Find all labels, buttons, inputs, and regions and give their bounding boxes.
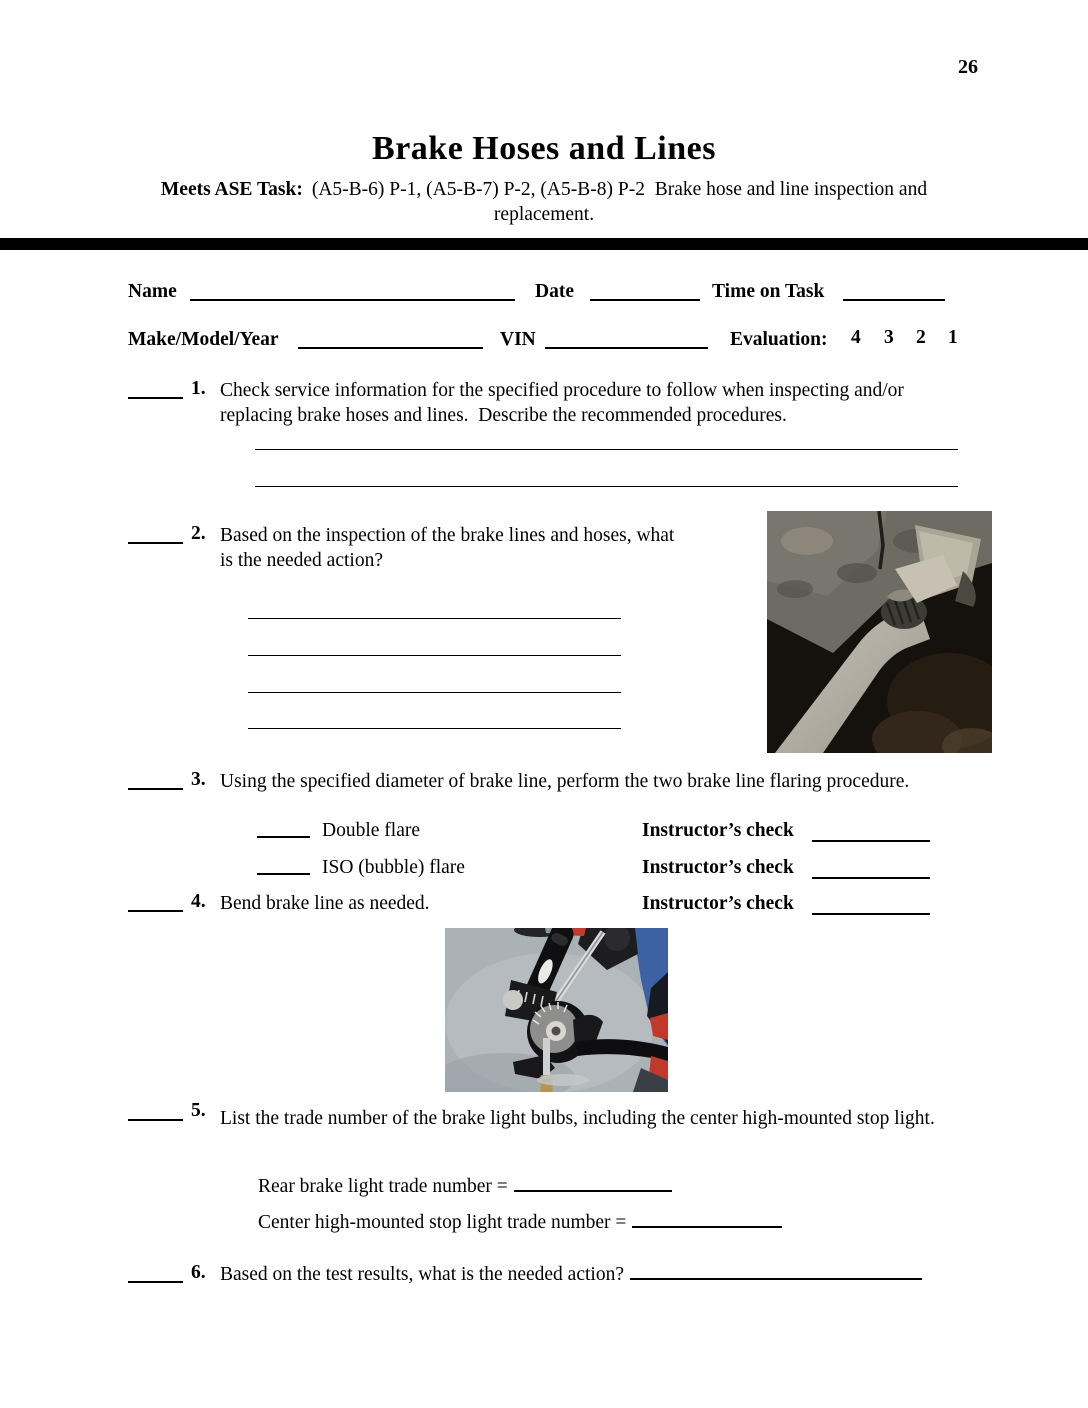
time-on-task-blank-line [843, 299, 945, 301]
task4-check-label: Instructor’s check [642, 893, 794, 914]
rear-bulb-row [258, 1174, 672, 1199]
evaluation-label: Evaluation: [730, 329, 828, 350]
evaluation-score-3: 3 [884, 327, 894, 348]
iso-flare-check-label: Instructor’s check [642, 857, 794, 878]
iso-flare-blank [257, 873, 310, 875]
task3-number: 3. [191, 769, 206, 790]
task2-answer-line-3 [248, 692, 621, 693]
task4-check-line [812, 913, 930, 915]
task2-answer-line-4 [248, 728, 621, 729]
task1-number: 1. [191, 378, 206, 399]
task5-number: 5. [191, 1100, 206, 1121]
task4-number: 4. [191, 891, 206, 912]
task3-text: Using the specified diameter of brake line, perform the two brake line flaring procedure. [220, 771, 910, 792]
evaluation-score-1: 1 [948, 327, 958, 348]
ase-task-text: (A5-B-6) P-1, (A5-B-7) P-2, (A5-B-8) P-2 Brake hose and line inspection and [311, 179, 928, 200]
double-flare-label: Double flare [322, 820, 420, 841]
ase-task-line-2: replacement. [493, 204, 595, 225]
page-number: 26 [958, 56, 978, 78]
date-blank-line [590, 299, 700, 301]
corroded-brake-hose-photo [767, 511, 992, 753]
task6-answer-line [630, 1263, 922, 1280]
worksheet-title: Brake Hoses and Lines [372, 130, 716, 167]
corroded-brake-hose-illustration [767, 511, 992, 753]
name-blank-line [190, 299, 515, 301]
task6-number: 6. [191, 1262, 206, 1283]
make-model-year-label: Make/Model/Year [128, 329, 279, 350]
task1-answer-line-2 [255, 486, 958, 487]
task6-status-blank [128, 1281, 183, 1283]
ase-task-label: Meets ASE Task: [160, 179, 303, 200]
rear-bulb-blank-line [514, 1175, 672, 1192]
time-on-task-label: Time on Task [712, 281, 825, 302]
task3-status-blank [128, 788, 183, 790]
task1-status-blank [128, 397, 183, 399]
task2-answer-line-1 [248, 618, 621, 619]
double-flare-check-line [812, 840, 930, 842]
task4-status-blank [128, 910, 183, 912]
vin-label: VIN [500, 329, 536, 350]
divider-bar [0, 238, 1088, 250]
center-bulb-row [258, 1210, 782, 1235]
task2-text: Based on the inspection of the brake lines and hoses, what is the needed action? [220, 525, 680, 571]
task6-row [220, 1262, 922, 1287]
task1-text: Check service information for the specified procedure to follow when inspecting and/or replacing brake hoses and lines. Describe the recommended procedures. [220, 380, 909, 426]
ase-task-line-1 [0, 179, 1088, 201]
task1-answer-line-1 [255, 449, 958, 450]
rear-bulb-label: Rear brake light trade number = [258, 1176, 508, 1197]
vin-blank-line [545, 347, 708, 349]
task2-number: 2. [191, 523, 206, 544]
task2-status-blank [128, 542, 183, 544]
evaluation-score-2: 2 [916, 327, 926, 348]
brake-line-bender-illustration [445, 928, 668, 1092]
brake-line-bender-photo [445, 928, 668, 1092]
make-model-year-blank-line [298, 347, 483, 349]
task2-answer-line-2 [248, 655, 621, 656]
task6-text: Based on the test results, what is the needed action? [220, 1264, 624, 1285]
iso-flare-label: ISO (bubble) flare [322, 857, 465, 878]
name-label: Name [128, 281, 177, 302]
task4-text: Bend brake line as needed. [220, 893, 430, 914]
iso-flare-check-line [812, 877, 930, 879]
double-flare-blank [257, 836, 310, 838]
center-bulb-label: Center high-mounted stop light trade number = [258, 1212, 627, 1233]
task5-text: List the trade number of the brake light bulbs, including the center high-mounted stop light. [220, 1108, 935, 1129]
center-bulb-blank-line [632, 1211, 782, 1228]
evaluation-score-4: 4 [851, 327, 861, 348]
double-flare-check-label: Instructor’s check [642, 820, 794, 841]
date-label: Date [535, 281, 574, 302]
task5-status-blank [128, 1119, 183, 1121]
